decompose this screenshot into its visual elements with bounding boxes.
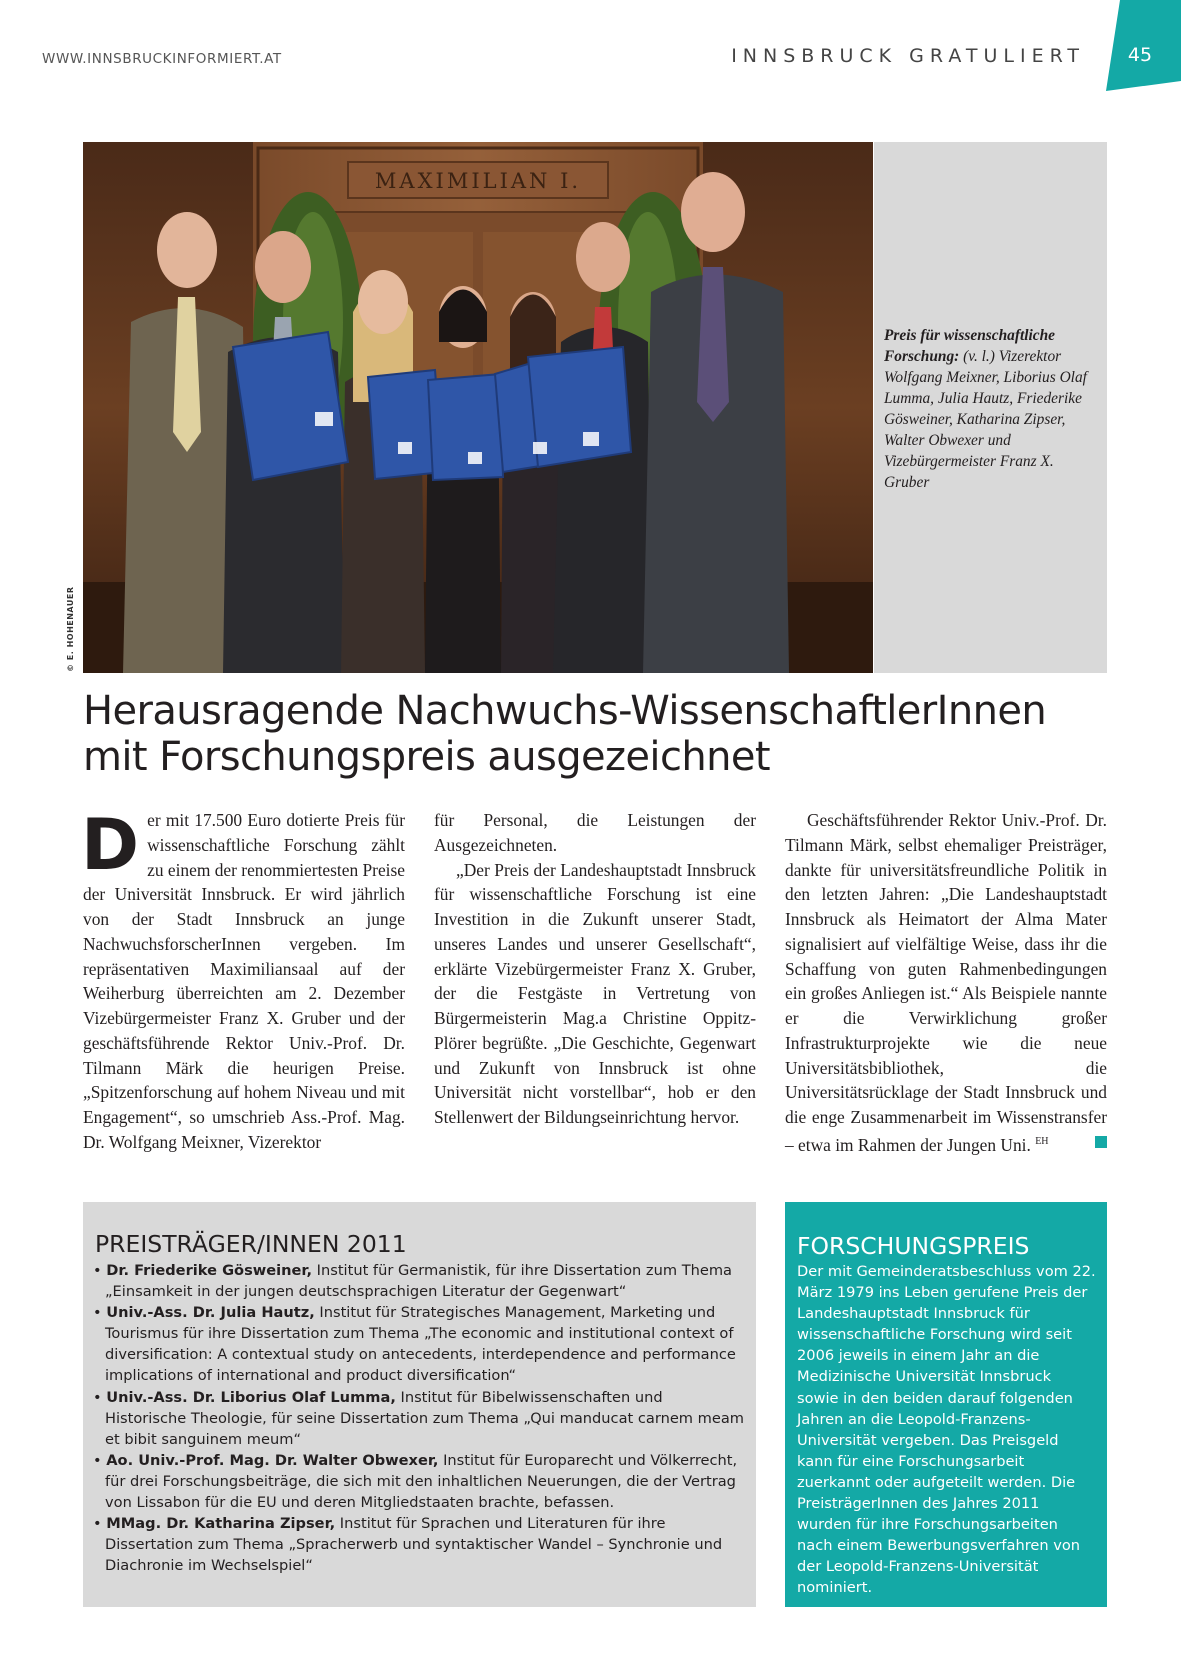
winner-name: Univ.-Ass. Dr. Liborius Olaf Lumma, [106, 1388, 396, 1406]
article-column-3 [785, 808, 1107, 1157]
article-column-2 [434, 808, 756, 1130]
column-2-paragraph-2: „Der Preis der Landeshauptstadt Innsbruck für wissenschaftliche Forschung ist eine Investition in die Zukunft unserer Stadt, unseres Landes und unserer Gesellschaft“, erklärte Vizebürgermeister Franz X. Gruber, der die Festgäste in Vertretung von Bürgermeisterin Mag.a Christine Oppitz-Plörer begrüßte. „Die Geschichte, Gegenwart und Zukunft von Innsbruck ist ohne Universität nicht vorstellbar“, hob er den Stellenwert der Bildungseinrichtung hervor. [434, 859, 756, 1127]
column-2-paragraph-1: für Personal, die Leistungen der Ausgezeichneten. [434, 810, 756, 855]
section-title: INNSBRUCK GRATULIERT [731, 45, 1085, 67]
website-url[interactable]: WWW.INNSBRUCKINFORMIERT.AT [42, 51, 282, 67]
wall-inscription: MAXIMILIAN I. [374, 169, 582, 193]
winners-title: PREISTRÄGER/INNEN 2011 [95, 1230, 407, 1258]
winner-name: Dr. Friederike Gösweiner, [106, 1262, 313, 1279]
list-item: • Ao. Univ.-Prof. Mag. Dr. Walter Obwexer, Institut für Europarecht und Völkerrecht, für drei Forschungsbeiträge, die sich mit den inhaltlichen Neuerungen, die der Vertrag von Lissabon für die EU und deren Mitgliedstaaten brachte, befassen. [93, 1451, 738, 1512]
winners-list [93, 1260, 745, 1576]
end-mark-icon [1095, 1136, 1107, 1148]
column-3-body: Geschäftsführender Rektor Univ.-Prof. Dr. Tilmann Märk, selbst ehemaliger Preisträger, dankte für universitätsfreundliche Politik in den letzten Jahren: „Die Landeshauptstadt Innsbruck als Heimatort der Alma Mater signalisiert auf vielfältige Weise, dass ihr die Schaffung von guten Rahmenbedingungen ein großes Anliegen ist.“ Als Beispiele nannte er die Verwirklichung großer Infrastrukturprojekte wie die neue Universitätsbibliothek, die Universitätsrücklage der Stadt Innsbruck und die enge Zusammenarbeit im Wissenstransfer – etwa im Rahmen der Jungen Uni. [785, 810, 1107, 1155]
author-initials: EH [1035, 1135, 1049, 1147]
winners-box [83, 1202, 756, 1607]
caption-lead: Preis für wissenschaftliche Forschung: [884, 327, 1056, 365]
photo-credit: © E. HOHENAUER [66, 586, 75, 672]
winner-detail: Institut für Strategisches Management, Marketing und Tourismus für ihre Dissertation zum Thema „The economic and institutional context of diversification: A contextual study on antecedents, interdependence and performance implications of international and product diversification“ [105, 1304, 736, 1385]
list-item: • Univ.-Ass. Dr. Liborius Olaf Lumma, Institut für Bibelwissenschaften und Historische Theologie, für seine Dissertation zum Thema „Qui manducat carnem meam et bibit sanguinem meum“ [93, 1388, 745, 1448]
winner-detail: Institut für Europarecht und Völkerrecht, für drei Forschungsbeiträge, die sich mit den inhaltlichen Neuerungen, die der Vertrag von Lissabon für die EU und deren Mitgliedstaaten brachte, befassen. [105, 1451, 738, 1512]
caption-text: (v. l.) Vizerektor Wolfgang Meixner, Liborius Olaf Lumma, Julia Hautz, Friederike Gösweiner, Katharina Zipser, Walter Obwexer und Vizebürgermeister Franz X. Gruber [884, 348, 1087, 491]
article-column-1 [81, 804, 405, 1155]
award-photo [83, 142, 873, 673]
research-prize-title: FORSCHUNGSPREIS [797, 1232, 1030, 1260]
research-prize-text: Der mit Gemeinderatsbeschluss vom 22. März 1979 ins Leben gerufene Preis der Landeshauptstadt Innsbruck für wissenschaftliche Forschung wird seit 2006 jeweils in einem Jahr an die Medizinische Universität Innsbruck sowie in den beiden darauf folgenden Jahren an die Leopold-Franzens-Universität vergeben. Das Preisgeld kann für eine Forschungsarbeit zuerkannt oder aufgeteilt werden. Die PreisträgerInnen des Jahres 2011 wurden für ihre Forschungsarbeiten nach einem Bewerbungsverfahren von der Leopold-Franzens-Universität nominiert. [797, 1263, 1096, 1597]
list-item: • Dr. Friederike Gösweiner, Institut für Germanistik, für ihre Dissertation zum Thema „Einsamkeit in der jungen deutschsprachigen Literatur der Gegenwart“ [93, 1262, 732, 1301]
winner-name: MMag. Dr. Katharina Zipser, [106, 1515, 336, 1533]
photo-caption [884, 325, 1089, 493]
column-1-text: er mit 17.500 Euro dotierte Preis für wissenschaftliche Forschung zählt zu einem der renommiertesten Preise der Universität Innsbruck. Er wird jährlich von der Stadt Innsbruck an junge NachwuchsforscherInnen vergeben. Im repräsentativen Maximiliansaal auf der Weiherburg überreichten am 2. Dezember Vizebürgermeister Franz X. Gruber und der geschäftsführende Rektor Univ.-Prof. Dr. Tilmann Märk die heurigen Preise. „Spitzenforschung auf hohem Niveau und mit Engagement“, so umschrieb Ass.-Prof. Mag. Dr. Wolfgang Meixner, Vizerektor [83, 810, 405, 1152]
column-3-text [785, 808, 1107, 1157]
list-item: • Univ.-Ass. Dr. Julia Hautz, Institut für Strategisches Management, Marketing und Tourismus für ihre Dissertation zum Thema „The economic and institutional context of diversification: A contextual study on antecedents, interdependence and performance implications of international and product diversification“ [93, 1304, 736, 1385]
photo-caption-box [874, 142, 1107, 673]
page-number: 45 [1127, 44, 1153, 66]
winner-name: Univ.-Ass. Dr. Julia Hautz, [106, 1304, 315, 1322]
drop-cap: D [81, 804, 140, 886]
article-headline: Herausragende Nachwuchs-WissenschaftlerInnen mit Forschungspreis ausgezeichnet [83, 688, 1047, 780]
winner-detail: Institut für Bibelwissenschaften und Historische Theologie, für seine Dissertation zum Thema „Qui manducat carnem meam et bibit sanguinem meum“ [105, 1388, 745, 1448]
winner-name: Ao. Univ.-Prof. Mag. Dr. Walter Obwexer, [106, 1451, 439, 1469]
list-item: • MMag. Dr. Katharina Zipser, Institut für Sprachen und Literaturen für ihre Dissertation zum Thema „Spracherwerb und syntaktischer Wandel – Synchronie und Diachronie im Wechselspiel“ [93, 1515, 723, 1575]
winner-detail: Institut für Sprachen und Literaturen für ihre Dissertation zum Thema „Spracherwerb und syntaktischer Wandel – Synchronie und Diachronie im Wechselspiel“ [105, 1515, 723, 1575]
winner-detail: Institut für Germanistik, für ihre Dissertation zum Thema „Einsamkeit in der jungen deutschsprachigen Literatur der Gegenwart“ [105, 1262, 732, 1301]
research-prize-box [785, 1202, 1107, 1607]
